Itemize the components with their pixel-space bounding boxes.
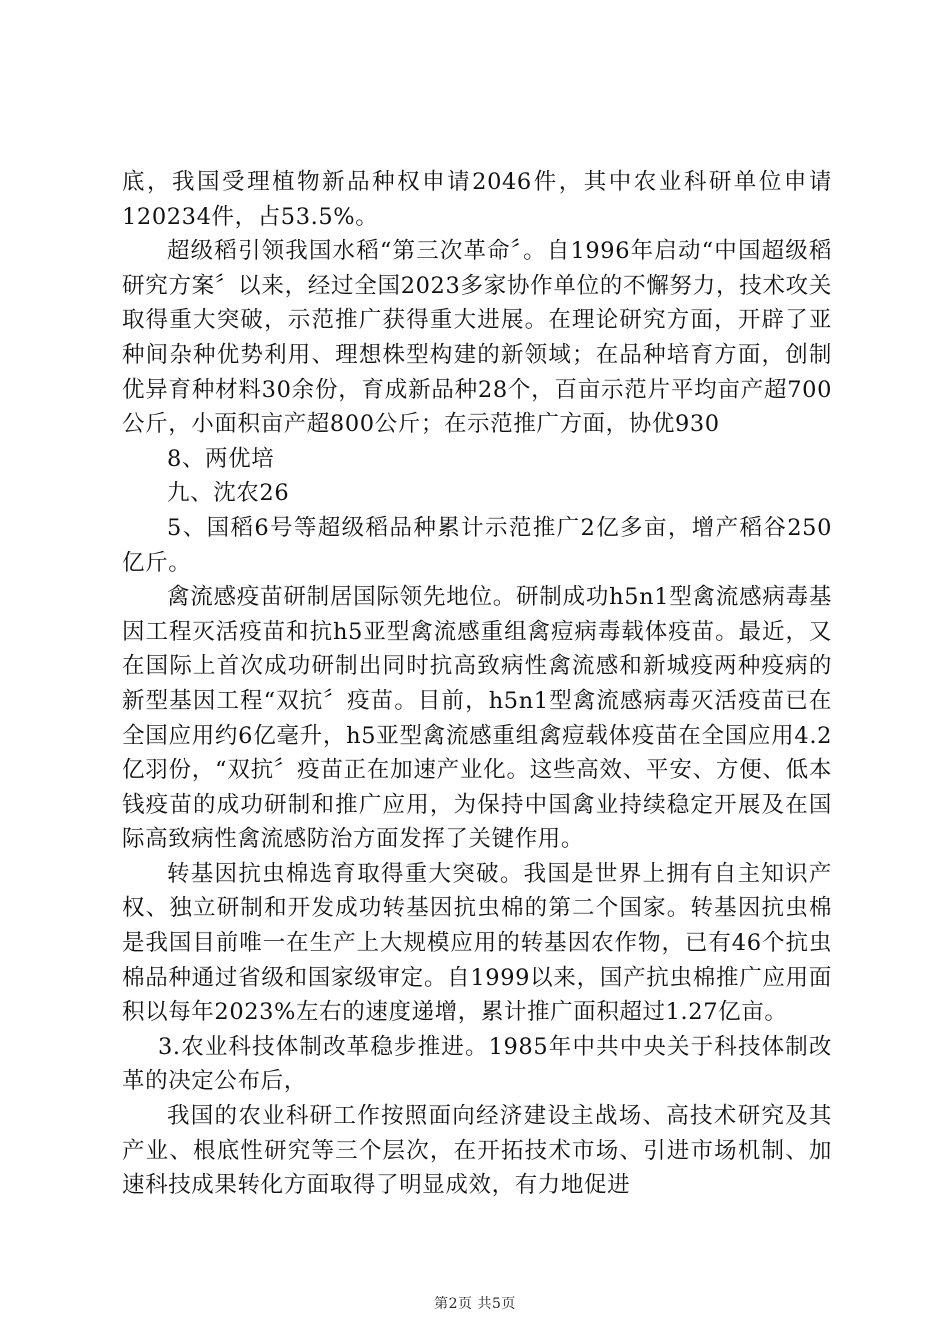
document-body — [122, 165, 832, 1203]
paragraph-9: 我国的农业科研工作按照面向经济建设主战场、高技术研究及其产业、根底性研究等三个层次，在开拓技术市场、引进市场机制、加速科技成果转化方面取得了明显成效，有力地促进 — [122, 1103, 832, 1199]
paragraph-3: 8、两优培 — [167, 445, 275, 472]
paragraph-2: 超级稻引领我国水稻“第三次革命〞。自1996年启动“中国超级稻研究方案〞以来，经过全国2023多家协作单位的不懈努力，技术攻关取得重大突破，示范推广获得重大进展。在理论研究方面，开辟了亚种间杂种优势利用、理想株型构建的新领域；在品种培育方面，创制优异育种材料30余份，育成新品种28个，百亩示范片平均亩产超700公斤，小面积亩产超800公斤；在示范推广方面，协优930 — [122, 238, 832, 438]
paragraph-4: 九、沈农26 — [167, 480, 290, 507]
paragraph-8: 3.农业科技体制改革稳步推进。1985年中共中央关于科技体制改革的决定公布后， — [122, 1033, 832, 1095]
paragraph-7: 转基因抗虫棉选育取得重大突破。我国是世界上拥有自主知识产权、独立研制和开发成功转基因抗虫棉的第二个国家。转基因抗虫棉是我国目前唯一在生产上大规模应用的转基因农作物，已有46个抗虫棉品种通过省级和国家级审定。自1999以来，国产抗虫棉推广应用面积以每年2023%左右的速度递增，累计推广面积超过1.27亿亩。 — [122, 860, 832, 1026]
paragraph-5: 5、国稻6号等超级稻品种累计示范推广2亿多亩，增产稻谷250亿斤。 — [122, 514, 832, 576]
page-number: 第2页 共5页 — [434, 1296, 516, 1312]
paragraph-6: 禽流感疫苗研制居国际领先地位。研制成功h5n1型禽流感病毒基因工程灭活疫苗和抗h5亚型禽流感重组禽痘病毒载体疫苗。最近，又在国际上首次成功研制出同时抗高致病性禽流感和新城疫两种疫病的新型基因工程“双抗〞疫苗。目前，h5n1型禽流感病毒灭活疫苗已在全国应用约6亿毫升，h5亚型禽流感重组禽痘载体疫苗在全国应用4.2亿羽份，“双抗〞疫苗正在加速产业化。这些高效、平安、方便、低本钱疫苗的成功研制和推广应用，为保持中国禽业持续稳定开展及在国际高致病性禽流感防治方面发挥了关键作用。 — [122, 584, 832, 853]
paragraph-1: 底，我国受理植物新品种权申请2046件，其中农业科研单位申请120234件，占53.5%。 — [122, 169, 832, 230]
